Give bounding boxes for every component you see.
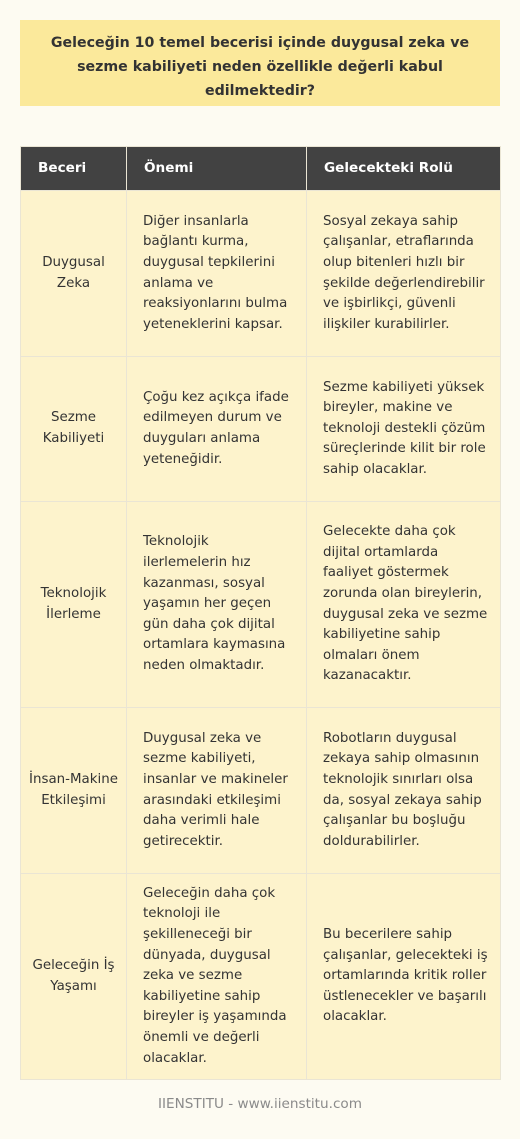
role-cell: Gelecekte daha çok dijital ortamlarda faaliyet göstermek zorunda olan bireylerin, duygusal zeka ve sezme kabiliyetine sahip olmaları önem kazanacaktır. <box>307 502 501 708</box>
role-cell: Sezme kabiliyeti yüksek bireyler, makine ve teknoloji destekli çözüm süreçlerinde kilit bir role sahip olacaklar. <box>307 357 501 502</box>
skill-cell: Geleceğin İş Yaşamı <box>21 874 127 1080</box>
page-title: Geleceğin 10 temel becerisi içinde duygusal zeka ve sezme kabiliyeti neden özellikle değerli kabul edilmektedir? <box>20 20 500 106</box>
table-row <box>21 708 501 874</box>
importance-cell: Teknolojik ilerlemelerin hız kazanması, sosyal yaşamın her geçen gün daha çok dijital ortamlara kaymasına neden olmaktadır. <box>127 502 307 708</box>
skill-cell: Sezme Kabiliyeti <box>21 357 127 502</box>
footer-credit: IIENSTITU - www.iienstitu.com <box>158 1096 362 1112</box>
table-row <box>21 874 501 1080</box>
role-cell: Sosyal zekaya sahip çalışanlar, etraflarında olup bitenleri hızlı bir şekilde değerlendirebilir ve işbirlikçi, güvenli ilişkiler kurabilirler. <box>307 191 501 357</box>
importance-cell: Diğer insanlarla bağlantı kurma, duygusal tepkilerini anlama ve reaksiyonlarını bulma yeteneklerini kapsar. <box>127 191 307 357</box>
column-header-importance: Önemi <box>127 147 307 191</box>
column-header-skill: Beceri <box>21 147 127 191</box>
role-cell: Bu becerilere sahip çalışanlar, gelecekteki iş ortamlarında kritik roller üstlenecekler ve başarılı olacaklar. <box>307 874 501 1080</box>
role-cell: Robotların duygusal zekaya sahip olmasının teknolojik sınırları olsa da, sosyal zekaya sahip çalışanlar bu boşluğu doldurabilirler. <box>307 708 501 874</box>
importance-cell: Duygusal zeka ve sezme kabiliyeti, insanlar ve makineler arasındaki etkileşimi daha verimli hale getirecektir. <box>127 708 307 874</box>
table-row <box>21 357 501 502</box>
table-row <box>21 191 501 357</box>
skill-cell: Teknolojik İlerleme <box>21 502 127 708</box>
column-header-future-role: Gelecekteki Rolü <box>307 147 501 191</box>
skill-cell: Duygusal Zeka <box>21 191 127 357</box>
table-row <box>21 502 501 708</box>
importance-cell: Çoğu kez açıkça ifade edilmeyen durum ve duyguları anlama yeteneğidir. <box>127 357 307 502</box>
skill-cell: İnsan-Makine Etkileşimi <box>21 708 127 874</box>
importance-cell: Geleceğin daha çok teknoloji ile şekilleneceği bir dünyada, duygusal zeka ve sezme kabiliyetine sahip bireyler iş yaşamında önemli ve değerli olacaklar. <box>127 874 307 1080</box>
skills-table <box>20 146 501 1080</box>
table-header-row <box>21 147 501 191</box>
